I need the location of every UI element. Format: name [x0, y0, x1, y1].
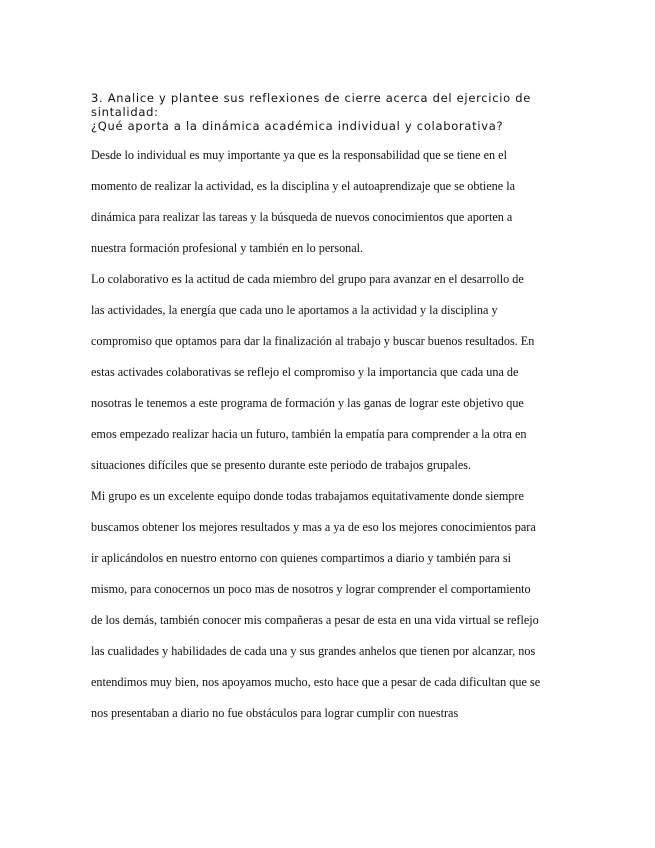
body-line: buscamos obtener los mejores resultados y mas a ya de eso los mejores conocimientos para — [91, 520, 536, 534]
heading-line: ¿Qué aporta a la dinámica académica individual y colaborativa? — [91, 119, 504, 133]
body-line: entendimos muy bien, nos apoyamos mucho, esto hace que a pesar de cada dificultan que se — [91, 675, 541, 689]
body-line: Desde lo individual es muy importante ya que es la responsabilidad que se tiene en el — [91, 148, 507, 162]
body-line: las actividades, la energía que cada uno le aportamos a la actividad y la disciplina y — [91, 303, 498, 317]
body-line: Lo colaborativo es la actitud de cada miembro del grupo para avanzar en el desarrollo de — [91, 272, 524, 286]
body-line: de los demás, también conocer mis compañeras a pesar de esta en una vida virtual se reflejo — [91, 613, 539, 627]
body-line: ir aplicándolos en nuestro entorno con quienes compartimos a diario y también para si — [91, 551, 512, 565]
heading-line: 3. Analice y plantee sus reflexiones de cierre acerca del ejercicio de — [91, 91, 531, 105]
body-line: mismo, para conocernos un poco mas de nosotros y lograr comprender el comportamiento — [91, 582, 531, 596]
answer-body — [91, 145, 591, 734]
body-line: estas activades colaborativas se reflejo el compromiso y la importancia que cada una de — [91, 365, 519, 379]
body-line: emos empezado realizar hacia un futuro, también la empatía para comprender a la otra en — [91, 427, 527, 441]
body-line: nosotras le tenemos a este programa de formación y las ganas de lograr este objetivo que — [91, 396, 524, 410]
body-line: dinámica para realizar las tareas y la búsqueda de nuevos conocimientos que aporten a — [91, 210, 513, 224]
body-line: nuestra formación profesional y también en lo personal. — [91, 241, 364, 255]
body-line: nos presentaban a diario no fue obstáculos para lograr cumplir con nuestras — [91, 706, 459, 720]
body-line: compromiso que optamos para dar la finalización al trabajo y buscar buenos resultados. En — [91, 334, 535, 348]
body-line: situaciones difíciles que se presento durante este periodo de trabajos grupales. — [91, 458, 472, 472]
body-line: momento de realizar la actividad, es la disciplina y el autoaprendizaje que se obtiene la — [91, 179, 516, 193]
heading-line: sintalidad: — [91, 105, 159, 119]
body-line: las cualidades y habilidades de cada una y sus grandes anhelos que tienen por alcanzar, nos — [91, 644, 536, 658]
question-heading — [91, 91, 541, 133]
body-line: Mi grupo es un excelente equipo donde todas trabajamos equitativamente donde siempre — [91, 489, 524, 503]
